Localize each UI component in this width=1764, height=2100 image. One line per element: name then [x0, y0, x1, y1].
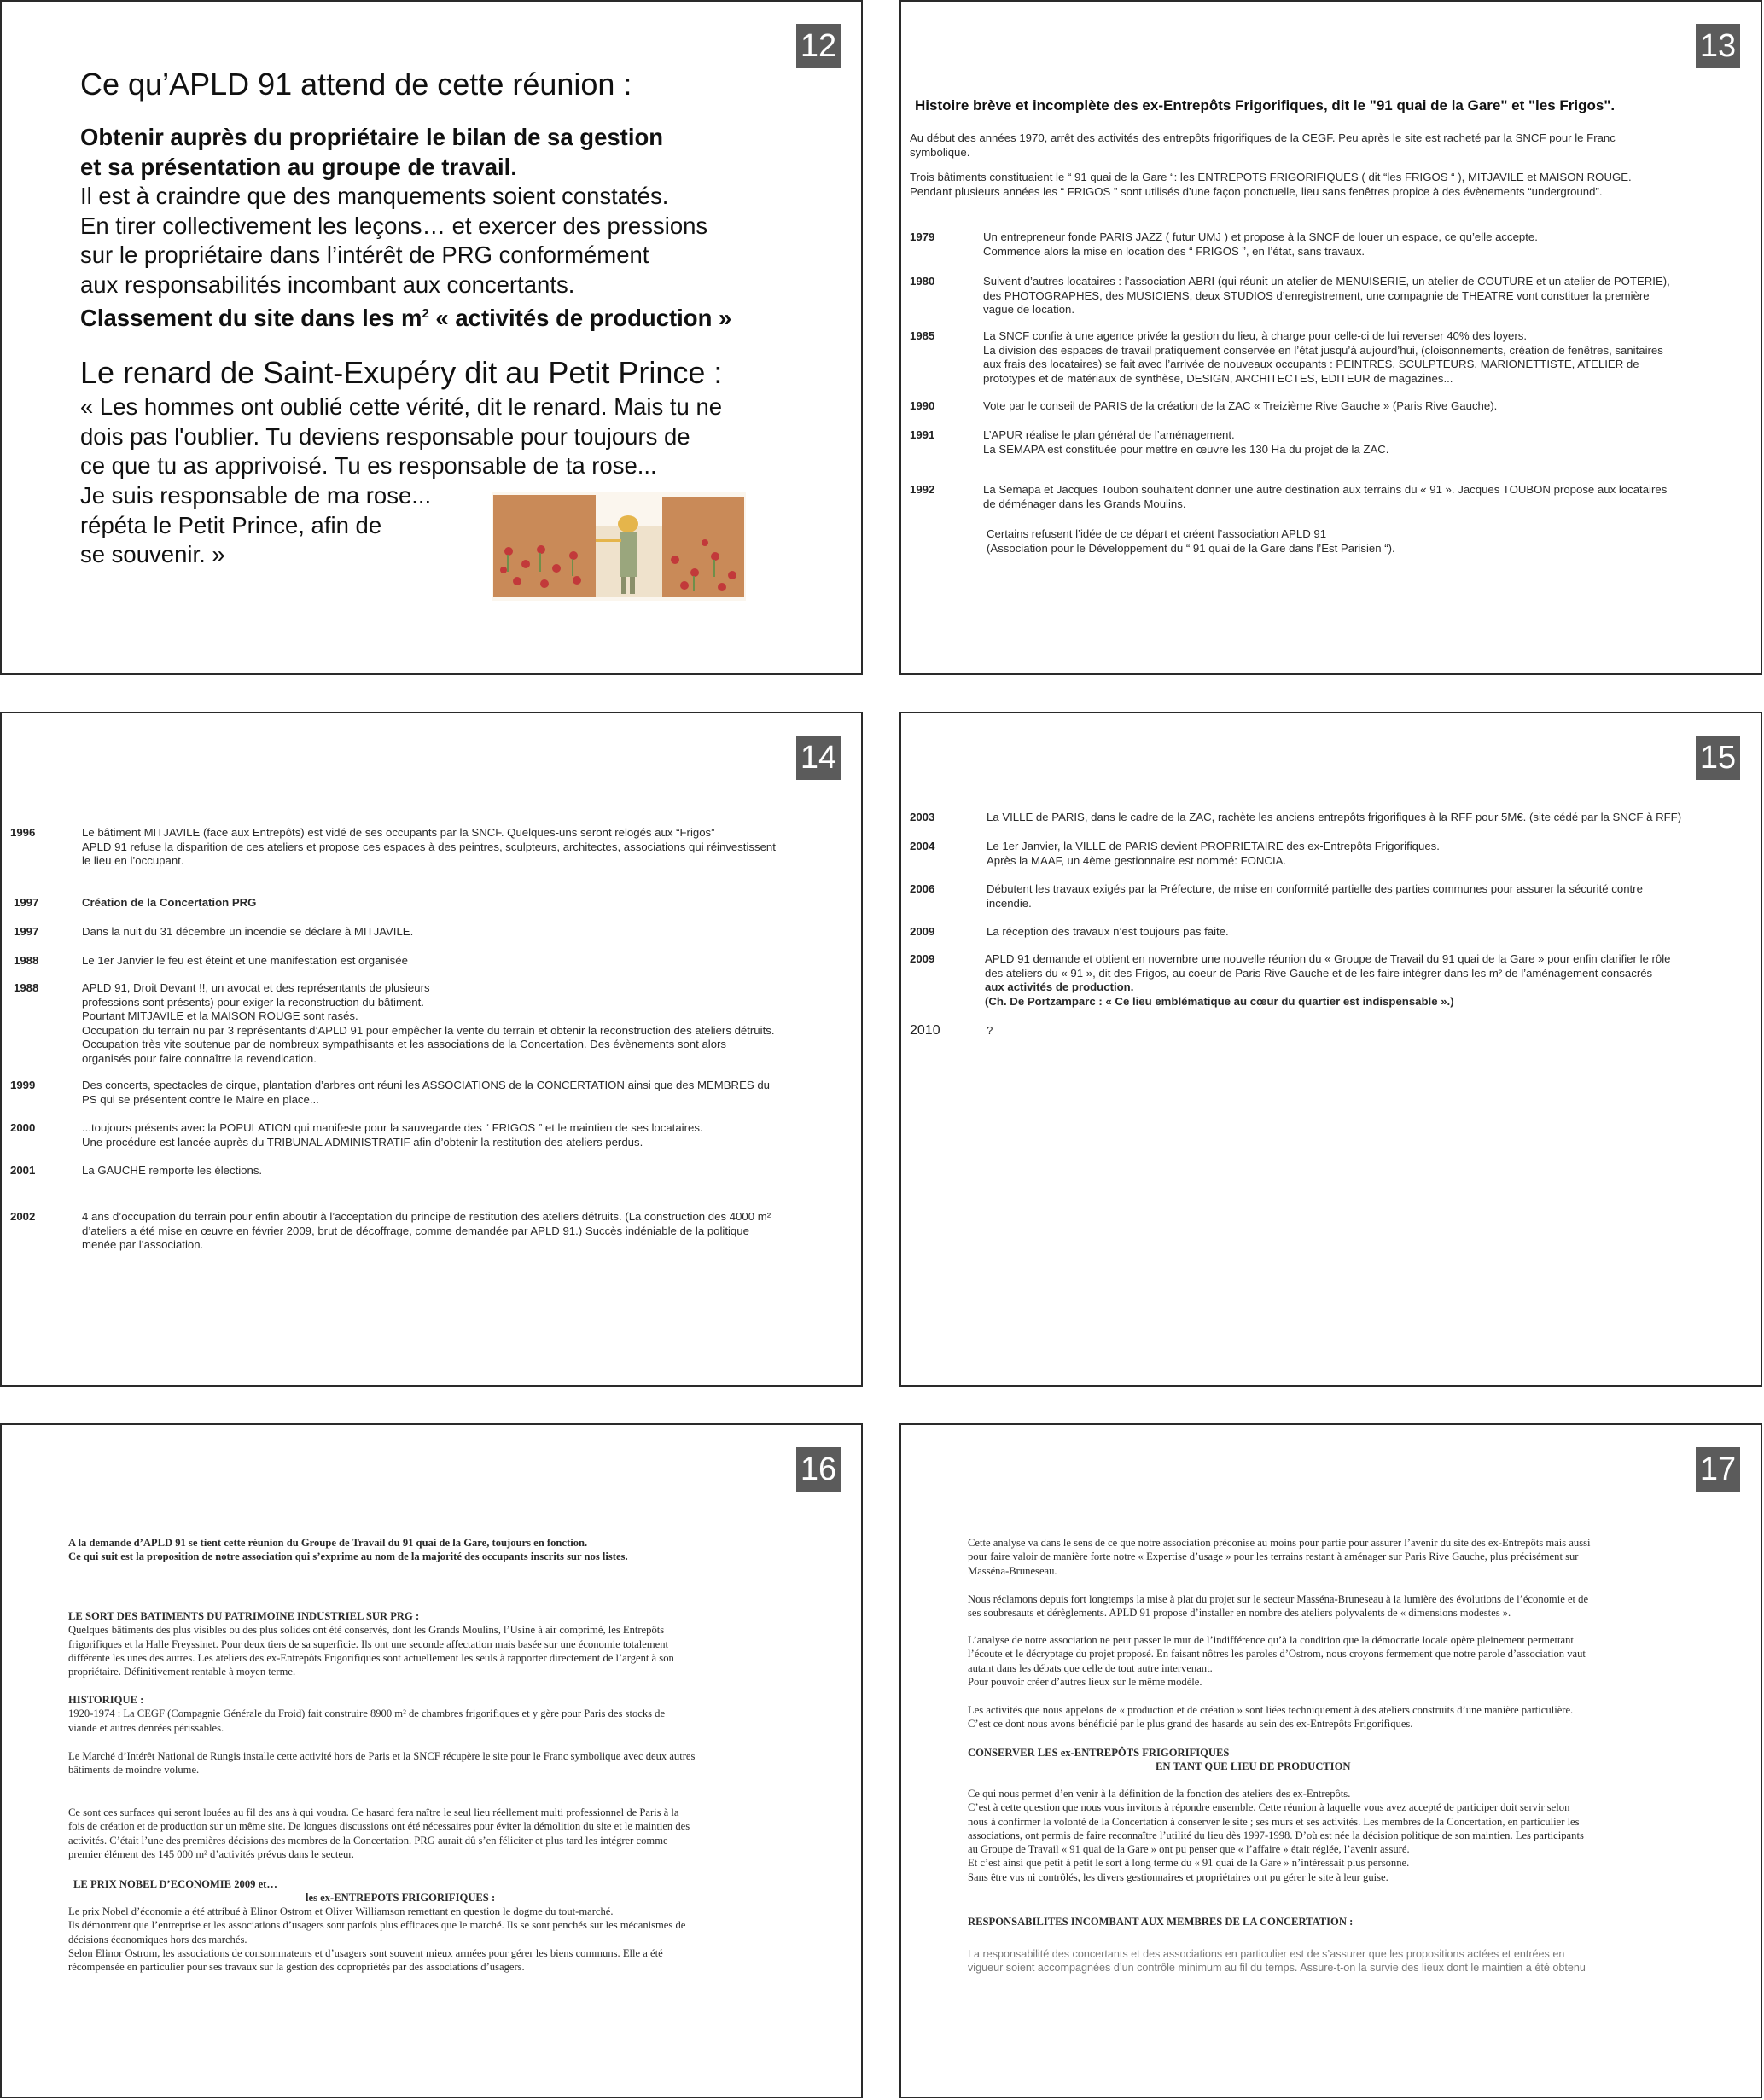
entry-line: APLD 91, Droit Devant !!, un avocat et des représentants de plusieurs: [82, 981, 430, 994]
text-line: pour faire valoir de manière forte notre « Expertise d’usage » pour les terrains restant à aménager sur Paris Rive Gauche, plus précisément sur: [968, 1550, 1579, 1563]
timeline-year: 1980: [910, 275, 935, 288]
entry-line: Commence alors la mise en location des “ FRIGOS ”, en l’état, sans travaux.: [983, 244, 1365, 258]
section-heading: RESPONSABILITES INCOMBANT AUX MEMBRES DE LA CONCERTATION :: [968, 1916, 1354, 1928]
timeline-year: 2001: [10, 1164, 36, 1177]
slide-number: 16: [796, 1447, 841, 1492]
little-prince-roses-illustration: [492, 492, 746, 601]
section-heading: EN TANT QUE LIEU DE PRODUCTION: [1156, 1760, 1351, 1772]
text-line: viande et autres denrées périssables.: [68, 1721, 224, 1734]
timeline-year: 1997: [14, 896, 39, 909]
text-line: Le Marché d’Intérêt National de Rungis installe cette activité hors de Paris et la SNCF récupère le site pour le Franc symbolique avec deux autres: [68, 1750, 696, 1762]
timeline-entry: [82, 925, 850, 939]
text-line: Nous réclamons depuis fort longtemps la mise à plat du projet sur le secteur Masséna-Bruneseau à la lumière des évolutions de l’économie et de: [968, 1593, 1589, 1605]
text-line: Le prix Nobel d’économie a été attribué à Elinor Ostrom et Oliver Williamson remettant en question le dogme du tout-marché.: [68, 1905, 614, 1917]
timeline-entry: [82, 896, 850, 910]
slide-number: 15: [1696, 736, 1740, 780]
quote-line: ce que tu as apprivoisé. Tu es responsable de ta rose...: [80, 452, 657, 479]
text-line: A la demande d’APLD 91 se tient cette réunion du Groupe de Travail du 91 quai de la Gare, toujours en fonction.: [68, 1537, 588, 1549]
entry-line: aux activités de production.: [985, 980, 1134, 993]
slide-15: [899, 712, 1762, 1387]
paragraph-surfaces: [68, 1806, 802, 1861]
text-line: Trois bâtiments constituaient le “ 91 quai de la Gare “: les ENTREPOTS FRIGORIFIQUES ( dit “les FRIGOS “ ), MITJAVILE et MAISON ROUGE.: [910, 171, 1632, 183]
text-line: bâtiments de moindre volume.: [68, 1764, 200, 1777]
slide-body: [80, 123, 789, 334]
timeline-year: 1991: [910, 428, 935, 441]
intro-paragraph: [910, 131, 1755, 160]
intro-paragraph: [68, 1536, 802, 1564]
timeline-year: 1990: [910, 399, 935, 412]
timeline-year: 2003: [910, 811, 935, 823]
entry-line: APLD 91 refuse la disparition de ces ateliers et propose ces espaces à des peintres, sculpteurs, architectes, associations qui réinvestissent: [82, 840, 776, 853]
paragraph: [968, 1703, 1702, 1731]
timeline-entry: [987, 811, 1755, 825]
entry-line: Dans la nuit du 31 décembre un incendie se déclare à MITJAVILE.: [82, 925, 414, 938]
timeline-year: 1985: [910, 329, 935, 342]
timeline-entry: [987, 840, 1755, 868]
text-line: propriétaire. Définitivement rentable à moyen terme.: [68, 1666, 296, 1678]
text-line: Pour pouvoir créer d’autres lieux sur le même modèle.: [968, 1675, 1202, 1688]
entry-line: Le 1er Janvier, la VILLE de PARIS devient PROPRIETAIRE des ex-Entrepôts Frigorifiques.: [987, 840, 1440, 852]
slide-title: Histoire brève et incomplète des ex-Entrepôts Frigorifiques, dit le "91 quai de la Gare" et "les Frigos".: [915, 97, 1616, 113]
bold-line: Classement du site dans les m: [80, 305, 422, 332]
entry-line: La réception des travaux n’est toujours pas faite.: [987, 925, 1229, 938]
text-line: La responsabilité des concertants et des associations en particulier est de s’assurer que les propositions actées et entrées en: [968, 1948, 1565, 1960]
timeline-year: 2006: [910, 882, 935, 895]
timeline-year: 1988: [14, 954, 39, 967]
entry-line: La GAUCHE remporte les élections.: [82, 1164, 263, 1177]
entry-line: vague de location.: [983, 303, 1075, 316]
intro-paragraph: [910, 171, 1755, 199]
entry-line: ?: [987, 1024, 993, 1037]
timeline-entry: [983, 275, 1751, 317]
entry-line: La VILLE de PARIS, dans le cadre de la ZAC, rachète les anciens entrepôts frigorifiques à la RFF pour 5M€. (site cédé par la SNCF à RFF): [987, 811, 1682, 823]
timeline-year: 2000: [10, 1121, 36, 1134]
section-heading: les ex-ENTREPOTS FRIGORIFIQUES :: [306, 1892, 496, 1904]
timeline-entry: [985, 952, 1753, 1009]
text-line: Les activités que nous appelons de « production et de création » sont liées techniquement à des ateliers construits d’une manière particulière.: [968, 1704, 1574, 1716]
text-line: aux responsabilités incombant aux concertants.: [80, 270, 575, 298]
entry-line: La SEMAPA est constituée pour mettre en œuvre les 130 Ha du projet de la ZAC.: [983, 442, 1389, 456]
text-line: Selon Elinor Ostrom, les associations de consommateurs et d’usagers sont souvent mieux armées pour gérer les biens communs. Elle a été: [68, 1946, 663, 1959]
timeline-entry: [82, 1079, 850, 1107]
entry-line: organisés pour faire connaître la revendication.: [82, 1051, 317, 1065]
text-line: décisions économiques hors des marchés.: [68, 1933, 247, 1946]
entry-line: La Semapa et Jacques Toubon souhaitent donner une autre destination aux terrains du « 91 ». Jacques TOUBON propose aux locataires: [983, 483, 1668, 496]
text-line: L’analyse de notre association ne peut passer le mur de l’indifférence qu’à la condition que la démocratie locale opère pleinement permettant: [968, 1634, 1574, 1646]
section-heading: LE SORT DES BATIMENTS DU PATRIMOINE INDUSTRIEL SUR PRG :: [68, 1610, 420, 1622]
entry-line: APLD 91 demande et obtient en novembre une nouvelle réunion du « Groupe de Travail du 91 quai de la Gare » pour enfin clarifier le rôle: [985, 952, 1671, 965]
entry-line: Pourtant MITJAVILE et la MAISON ROUGE sont rasés.: [82, 1009, 358, 1022]
entry-line: Création de la Concertation PRG: [82, 896, 257, 909]
entry-line: des ateliers du « 91 », dit des Frigos, au coeur de Paris Rive Gauche et de les faire intégrer dans les m² de l’aménagement consacrés: [985, 966, 1653, 980]
timeline-year: 2010: [910, 1023, 940, 1038]
text-line: Et c’est ainsi que petit à petit le sort à long terme du « 91 quai de la Gare » n’intéressait plus personne.: [968, 1857, 1410, 1870]
entry-line: La division des espaces de travail pratiquement conservée en l’état jusqu’à aujourd’hui, (cloisonnements, création de fenêtres, sanitaires: [983, 343, 1663, 357]
slide-number: 17: [1696, 1447, 1740, 1492]
timeline-year: 1988: [14, 981, 39, 994]
entry-line: (Ch. De Portzamparc : « Ce lieu emblématique au cœur du quartier est indispensable ».): [985, 994, 1454, 1008]
timeline-year: 1996: [10, 826, 36, 839]
paragraph: [968, 1536, 1702, 1578]
bold-line: Obtenir auprès du propriétaire le bilan de sa gestion: [80, 124, 664, 150]
slide-12: [0, 0, 863, 675]
timeline-year: 1992: [910, 483, 935, 496]
paragraph-nobel: [68, 1905, 802, 1974]
bold-line: et sa présentation au groupe de travail.: [80, 153, 517, 180]
text-line: C’est ce dont nous avons bénéficié par le plus grand des hasards au sein des ex-Entrepôts Frigorifiques.: [968, 1718, 1413, 1731]
entry-line: (Association pour le Développement du “ 91 quai de la Gare dans l’Est Parisien “).: [987, 541, 1395, 555]
entry-line: PS qui se présentent contre le Maire en place...: [82, 1092, 319, 1106]
text-line: Pendant plusieurs années les “ FRIGOS ” sont utilisés d’une façon ponctuelle, lieu sans fenêtres propice à des évènements “underground”.: [910, 184, 1603, 198]
timeline-entry: [987, 925, 1755, 939]
text-line: Masséna-Bruneseau.: [968, 1564, 1057, 1577]
text-line: ses soubresauts et dérèglements. APLD 91 propose d’installer en nombre des ateliers polyvalents de « dimensions modestes ».: [968, 1607, 1511, 1620]
text-line: l’écoute et le décryptage du projet proposé. En faisant nôtres les paroles d’Ostrom, nous croyons fermement que notre parole d’association vaut: [968, 1648, 1586, 1661]
section-heading: HISTORIQUE :: [68, 1694, 144, 1706]
paragraph: [968, 1633, 1702, 1689]
quote-line: « Les hommes ont oublié cette vérité, dit le renard. Mais tu ne: [80, 393, 723, 420]
timeline-entry: [983, 428, 1751, 457]
slide-14: [0, 712, 863, 1387]
entry-line: Après la MAAF, un 4ème gestionnaire est nommé: FONCIA.: [987, 853, 1287, 867]
entry-line: 4 ans d’occupation du terrain pour enfin aboutir à l’acceptation du principe de restitution des ateliers détruits. (La construction des 4000 m²: [82, 1210, 771, 1223]
slide-title: Ce qu’APLD 91 attend de cette réunion :: [80, 67, 632, 102]
entry-line: Une procédure est lancée auprès du TRIBUNAL ADMINISTRATIF afin d’obtenir la restitution des ateliers perdus.: [82, 1135, 643, 1149]
quote-continued: [80, 481, 456, 570]
text-line: au Groupe de Travail « 91 quai de la Gare » ont pu penser que « l’affaire » était réglée, l’avenir assuré.: [968, 1843, 1410, 1856]
slide-17: [899, 1423, 1762, 2098]
text-line: associations, ont permis de faire reconnaître l’utilité du lieu dès 1997-1998. D’où est née la décision politique de son maintien. Les participants: [968, 1829, 1584, 1841]
text-line: différente les unes des autres. Les ateliers des ex-Entrepôts Frigorifiques sont actuellement les seuls à rapporter directement de l’argent à son: [68, 1651, 674, 1664]
section-sort: [68, 1609, 802, 1678]
bold-line: « activités de production »: [428, 305, 732, 332]
timeline-year: 1997: [14, 925, 39, 938]
timeline-entry: [983, 483, 1751, 511]
quote: [80, 393, 789, 481]
entry-line: menée par l’association.: [82, 1238, 204, 1251]
section-heading: LE PRIX NOBEL D’ECONOMIE 2009 et…: [73, 1878, 277, 1890]
text-line: fois de création et de production sur un même site. De longues discussions ont été nécessaires pour éviter la démolition du site et le maintien des: [68, 1820, 690, 1833]
entry-line: Occupation du terrain nu par 3 représentants d’APLD 91 pour empêcher la vente du terrain et obtenir la reconstruction des ateliers détruits.: [82, 1023, 775, 1037]
text-line: En tirer collectivement les leçons… et exercer des pressions: [80, 212, 708, 239]
slide-16: [0, 1423, 863, 2098]
timeline-entry: [987, 1024, 1755, 1038]
superscript: 2: [422, 306, 429, 321]
slide-number: 13: [1696, 24, 1740, 68]
text-line: activités. C’était l’une des premières décisions des membres de la Concertation. PRG aurait dû s’en féliciter et plus tard les intégrer comme: [68, 1834, 668, 1847]
timeline-entry: [82, 1210, 850, 1253]
text-line: Ce qui suit est la proposition de notre association qui s’exprime au nom de la majorité des occupants inscrits sur nos listes.: [68, 1550, 628, 1563]
entry-line: des PHOTOGRAPHES, des MUSICIENS, deux STUDIOS d’enregistrement, une compagnie de THEATRE vont constituer la première: [983, 288, 1650, 302]
slide-number: 12: [796, 24, 841, 68]
slide-13: [899, 0, 1762, 675]
quote-line: Je suis responsable de ma rose...: [80, 482, 432, 509]
timeline-entry: [983, 399, 1751, 414]
timeline-entry: [82, 826, 850, 869]
slide-number: 14: [796, 736, 841, 780]
entry-line: Débutent les travaux exigés par la Préfecture, de mise en conformité partielle des parties communes pour assurer la sécurité contre: [987, 882, 1643, 895]
timeline-closing: [987, 527, 1755, 556]
entry-line: Certains refusent l’idée de ce départ et créent l’association APLD 91: [987, 527, 1327, 540]
text-line: premier élément des 145 000 m² d’activités prévus dans le secteur.: [68, 1847, 354, 1860]
section-heading: Le renard de Saint-Exupéry dit au Petit Prince :: [80, 355, 723, 390]
text-line: Ce sont ces surfaces qui seront louées au fil des ans à qui voudra. Ce hasard fera naître le seul lieu réellement multi professionnel de Paris à la: [68, 1806, 679, 1818]
entry-line: ...toujours présents avec la POPULATION qui manifeste pour la sauvegarde des “ FRIGOS ” et le maintien de ses locataires.: [82, 1121, 703, 1134]
timeline-entry: [983, 230, 1751, 259]
timeline-entry: [983, 329, 1751, 386]
entry-line: Le bâtiment MITJAVILE (face aux Entrepôts) est vidé de ses occupants par la SNCF. Quelques-uns seront relogés aux “Frigos”: [82, 826, 715, 839]
paragraph: [968, 1947, 1719, 1975]
paragraph: [968, 1592, 1702, 1620]
text-line: Ils démontrent que l’entreprise et les associations d’usagers sont parfois plus efficaces que le marché. Ils se sont penchés sur les mécanismes de: [68, 1919, 686, 1932]
text-line: récompensée en particulier pour ses travaux sur la gestion des copropriétés par des associations d’usagers.: [68, 1961, 525, 1974]
timeline-entry: [82, 981, 850, 1066]
text-line: Au début des années 1970, arrêt des activités des entrepôts frigorifiques de la CEGF. Peu après le site est racheté par la SNCF pour le Franc: [910, 131, 1616, 144]
entry-line: le lieu en l’occupant.: [82, 854, 184, 867]
text-line: nous à confirmer la volonté de la Concertation à conserver le site ; ses murs et ses activités. Les membres de la Concertation, en particulier les: [968, 1815, 1580, 1828]
timeline-year: 2004: [910, 840, 935, 852]
paragraph: [968, 1787, 1702, 1884]
entry-line: L’APUR réalise le plan général de l’aménagement.: [983, 428, 1235, 441]
section-historique: [68, 1693, 802, 1735]
entry-line: aux frais des locataires) se fait avec l’arrivée de nouveaux occupants : PEINTRES, SCULPTEURS, MARIONETTISTE, ATELIER de: [983, 358, 1639, 370]
timeline-entry: [82, 1121, 850, 1149]
entry-line: professions sont présents) pour exiger la reconstruction du bâtiment.: [82, 995, 424, 1009]
text-line: symbolique.: [910, 145, 970, 159]
paragraph-rungis: [68, 1749, 802, 1777]
entry-line: de déménager dans les Grands Moulins.: [983, 497, 1186, 510]
text-line: vigueur soient accompagnées d’un contrôle minimum au fil du temps. Assure-t-on la survie des lieux dont le maintien a été obtenu: [968, 1962, 1586, 1975]
timeline-year: 1979: [910, 230, 935, 243]
entry-line: incendie.: [987, 896, 1032, 910]
timeline-year: 2009: [910, 925, 935, 938]
text-line: Il est à craindre que des manquements soient constatés.: [80, 183, 669, 209]
entry-line: Un entrepreneur fonde PARIS JAZZ ( futur UMJ ) et propose à la SNCF de louer un espace, ce qu’elle accepte.: [983, 230, 1538, 243]
entry-line: Le 1er Janvier le feu est éteint et une manifestation est organisée: [82, 954, 408, 967]
entry-line: prototypes et de matériaux de synthèse, DESIGN, ARCHITECTES, EDITEUR de magazines...: [983, 371, 1453, 385]
timeline-year: 2002: [10, 1210, 36, 1223]
section-heading: CONSERVER LES ex-ENTREPÔTS FRIGORIFIQUES: [968, 1747, 1230, 1759]
entry-line: Suivent d’autres locataires : l’association ABRI (qui réunit un atelier de MENUISERIE, un atelier de COUTURE et un atelier de POTERIE),: [983, 275, 1670, 288]
timeline-entry: [82, 954, 850, 969]
timeline-entry: [82, 1164, 850, 1178]
text-line: Quelques bâtiments des plus visibles ou des plus solides ont été conservés, dont les Grands Moulins, l’Usine à air comprimé, les Entrepôts: [68, 1624, 665, 1637]
quote-line: répéta le Petit Prince, afin de: [80, 511, 382, 538]
entry-line: Occupation très vite soutenue par de nombreux sympathisants et les associations de la Concertation. Des évènements sont alors: [82, 1038, 727, 1050]
quote-line: dois pas l'oublier. Tu deviens responsable pour toujours de: [80, 422, 690, 450]
text-line: 1920-1974 : La CEGF (Compagnie Générale du Froid) fait construire 8900 m² de chambres frigorifiques et y gère pour Paris des stocks de: [68, 1707, 666, 1720]
text-line: frigorifiques et la Halle Freyssinet. Pour deux tiers de sa superficie. Ils ont une seconde affectation mais basée sur une économie totalement: [68, 1638, 669, 1650]
entry-line: Des concerts, spectacles de cirque, plantation d’arbres ont réuni les ASSOCIATIONS de la CONCERTATION ainsi que des MEMBRES du: [82, 1079, 770, 1091]
text-line: Cette analyse va dans le sens de ce que notre association préconise au moins pour partie pour assurer l’avenir du site des ex-Entrepôts mais aussi: [968, 1537, 1591, 1549]
text-line: Ce qui nous permet d’en venir à la définition de la fonction des ateliers des ex-Entrepôts.: [968, 1788, 1351, 1800]
timeline-entry: [987, 882, 1755, 910]
text-line: sur le propriétaire dans l’intérêt de PRG conformément: [80, 241, 649, 268]
entry-line: Vote par le conseil de PARIS de la création de la ZAC « Treizième Rive Gauche » (Paris Rive Gauche).: [983, 399, 1498, 412]
text-line: autant dans les débats que celle de tout autre intervenant.: [968, 1661, 1213, 1674]
text-line: Sans être vus ni contrôlés, les divers gestionnaires et propriétaires ont pu gérer le site à leur guise.: [968, 1870, 1388, 1883]
timeline-year: 1999: [10, 1079, 36, 1091]
text-line: C’est à cette question que nous vous invitons à répondre ensemble. Cette réunion à laquelle vous avez accepté de participer doit servir selon: [968, 1801, 1570, 1814]
entry-line: d’ateliers a été mise en œuvre en février 2009, brut de décoffrage, comme demandée par APLD 91.) Succès indéniable de la politique: [82, 1224, 749, 1237]
entry-line: La SNCF confie à une agence privée la gestion du lieu, à charge pour celle-ci de lui reverser 40% des loyers.: [983, 329, 1528, 342]
timeline-year: 2009: [910, 952, 935, 965]
quote-line: se souvenir. »: [80, 541, 225, 567]
